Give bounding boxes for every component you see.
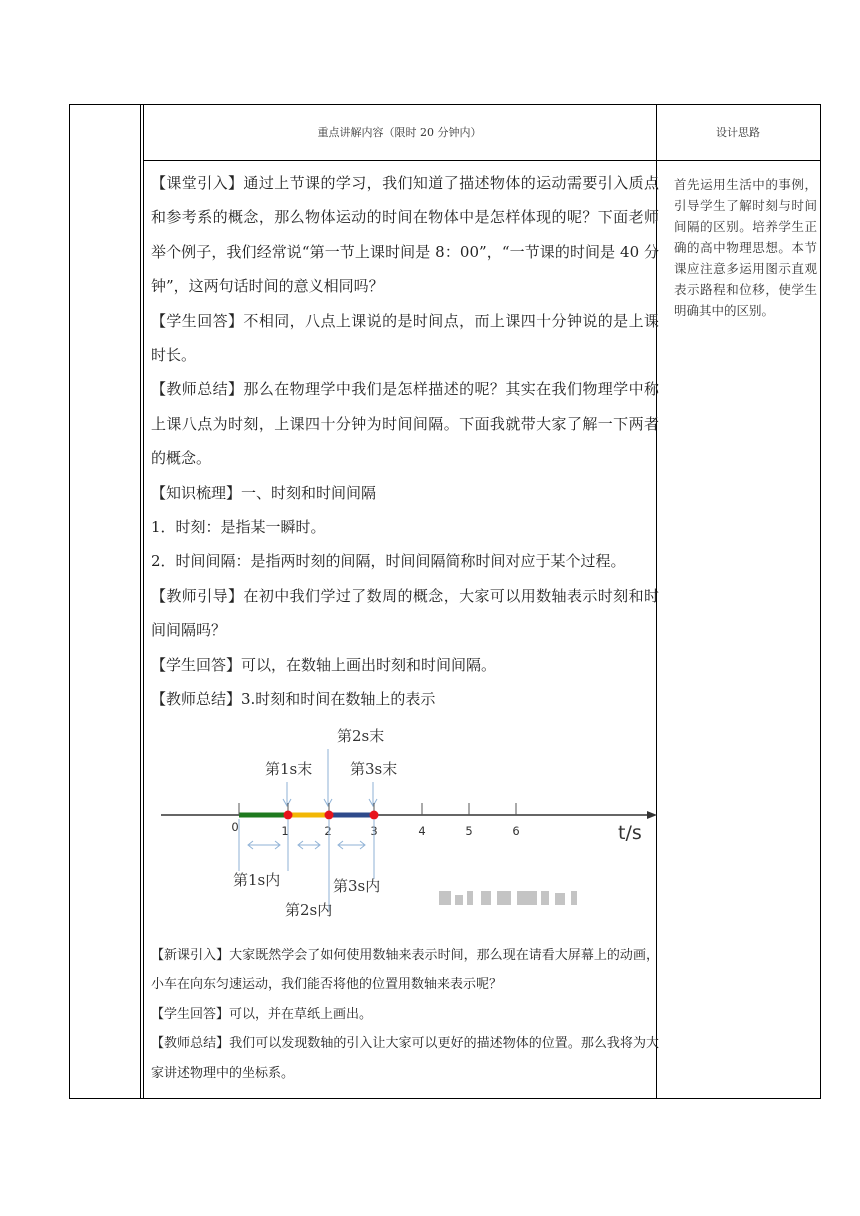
label-1s-in: 第1s内	[233, 870, 281, 889]
tick-label-4: 4	[418, 823, 426, 838]
table-border-right	[820, 104, 821, 1099]
moment-dot-3	[370, 810, 379, 819]
paragraph-axis-title: 【教师总结】3.时刻和时间在数轴上的表示	[151, 690, 436, 709]
tick-label-5: 5	[465, 823, 473, 838]
tick-label-1: 1	[281, 823, 289, 838]
design-header: 设计思路	[716, 126, 760, 139]
content-header: 重点讲解内容（限时 20 分钟内）	[317, 126, 482, 139]
lecture-content	[151, 166, 659, 1088]
paragraph-student-answer: 【学生回答】不相同，八点上课说的是时间点，而上课四十分钟说的是上课时长。	[151, 311, 659, 365]
paragraph-teacher-guide: 【教师引导】在初中我们学过了数周的概念，大家可以用数轴表示时刻和时间间隔吗？	[151, 586, 659, 640]
label-2s-in: 第2s内	[285, 900, 333, 919]
table-divider-2	[143, 104, 144, 1099]
table-divider-1	[140, 104, 141, 1099]
paragraph-student-answer-3: 【学生回答】可以，并在草纸上画出。	[151, 1006, 373, 1022]
label-3s-end: 第3s末	[350, 759, 398, 778]
time-axis-diagram	[151, 719, 659, 941]
moment-dot-2	[325, 810, 334, 819]
tick-label-6: 6	[512, 823, 520, 838]
design-notes: 首先运用生活中的事例，引导学生了解时刻与时间间隔的区别。培养学生正确的高中物理思想。本节课应注意多运用图示直观表示路程和位移，使学生明确其中的区别。	[674, 177, 817, 318]
axis-arrowhead	[647, 811, 657, 819]
blurred-watermark	[439, 891, 577, 905]
interval-guides	[239, 819, 374, 911]
label-1s-end: 第1s末	[265, 759, 313, 778]
table-border-bottom	[69, 1098, 821, 1099]
paragraph-knowledge: 【知识梳理】一、时刻和时间间隔	[151, 483, 377, 502]
axis-unit-label: t/s	[618, 821, 642, 844]
lesson-plan-table	[69, 104, 821, 1099]
table-border-left	[69, 104, 70, 1099]
label-3s-in: 第3s内	[333, 876, 381, 895]
paragraph-student-answer-2: 【学生回答】可以，在数轴上画出时刻和时间间隔。	[151, 655, 497, 674]
paragraph-interval-def: 2．时间间隔：是指两时刻的间隔，时间间隔简称时间对应于某个过程。	[151, 552, 626, 571]
time-axis-figure	[151, 719, 659, 941]
paragraph-teacher-summary: 【教师总结】那么在物理学中我们是怎样描述的呢？其实在我们物理学中称上课八点为时刻，上课四十分钟为时间间隔。下面我就带大家了解一下两者的概念。	[151, 380, 659, 468]
paragraph-intro: 【课堂引入】通过上节课的学习，我们知道了描述物体的运动需要引入质点和参考系的概念，那么物体运动的时间在物体中是怎样体现的呢？下面老师举个例子，我们经常说“第一节上课时间是 8：00”，“一节课的时间是 40 分钟”，这两句话时间的意义相同吗？	[151, 174, 659, 296]
tick-label-3: 3	[370, 823, 378, 838]
paragraph-teacher-summary-2: 【教师总结】我们可以发现数轴的引入让大家可以更好的描述物体的位置。那么我将为大家讲述物理中的坐标系。	[151, 1036, 659, 1081]
label-2s-end: 第2s末	[337, 726, 385, 745]
paragraph-new-lesson: 【新课引入】大家既然学会了如何使用数轴来表示时间，那么现在请看大屏幕上的动画，小车在向东匀速运动，我们能否将他的位置用数轴来表示呢？	[151, 947, 659, 992]
moment-dot-1	[284, 810, 293, 819]
paragraph-moment-def: 1．时刻：是指某一瞬时。	[151, 518, 326, 537]
tick-label-0: 0	[231, 819, 239, 834]
header-divider	[143, 160, 821, 161]
tick-label-2: 2	[324, 823, 332, 838]
